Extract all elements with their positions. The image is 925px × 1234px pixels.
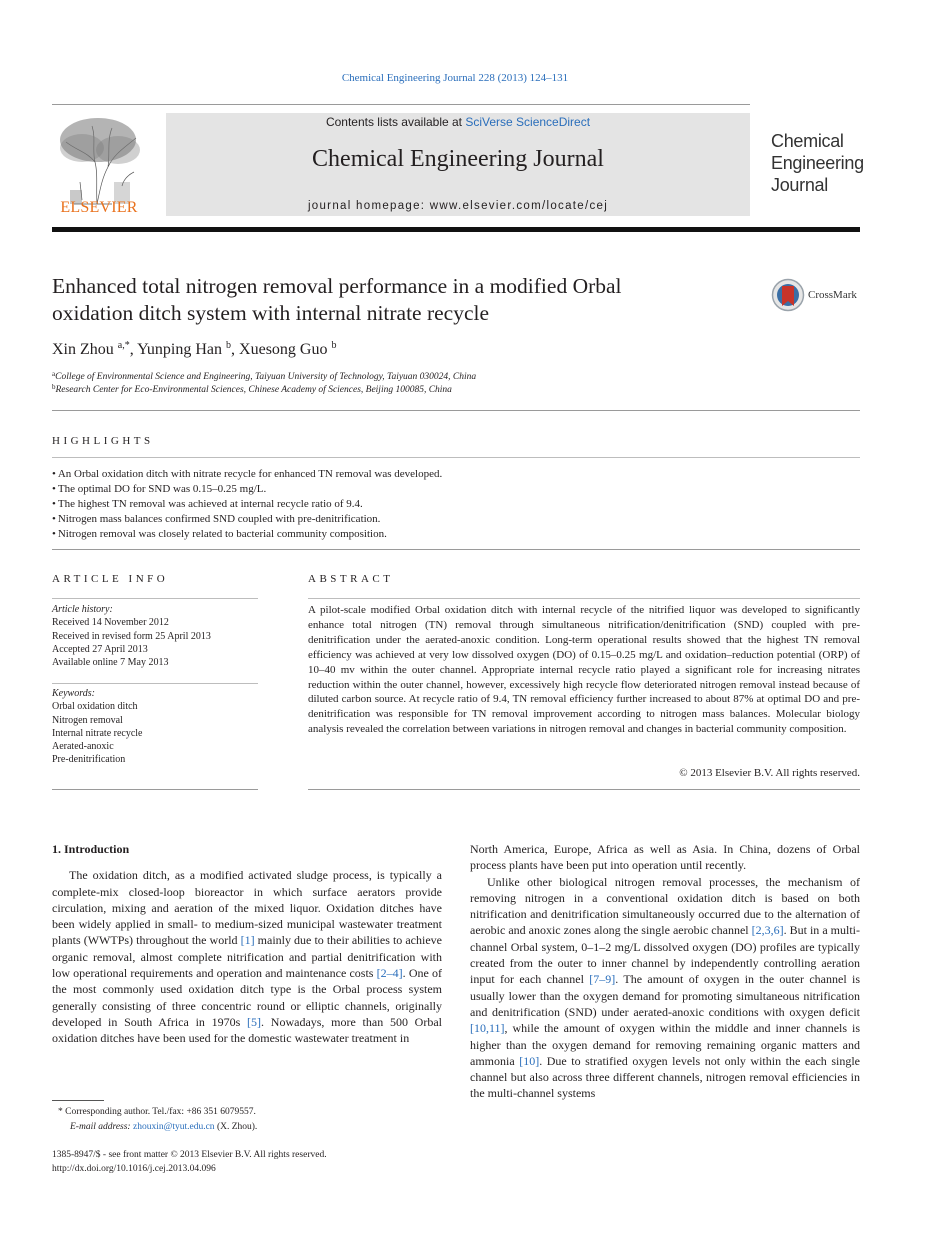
section-rule <box>52 457 860 458</box>
article-title <box>52 273 742 327</box>
corresponding-footnote: * Corresponding author. Tel./fax: +86 351 6079557. <box>58 1107 256 1117</box>
keyword: Orbal oxidation ditch <box>52 701 138 713</box>
crossmark-label[interactable]: CrossMark <box>808 289 857 301</box>
author-name[interactable]: Xuesong Guo <box>239 341 328 358</box>
paragraph-text: . The amount of oxygen in the outer channel is usually lower than the oxygen demand for promoting simultaneous nitrification and denitrification (SND) under aerated-anoxic conditions with oxygen deficit <box>470 972 860 1019</box>
paragraph-text: Unlike other biological nitrogen removal processes, the mechanism of removing nitrogen in a conventional oxidation ditch is based on both nitrification and denitrification simultaneously occurred due to the alternation of aerobic and anoxic zones along the single aerobic channel <box>470 874 860 938</box>
journal-homepage[interactable]: journal homepage: www.elsevier.com/locate/cej <box>307 200 609 212</box>
body-column-right <box>470 841 860 1102</box>
history-item: Available online 7 May 2013 <box>52 657 169 669</box>
reference-link[interactable]: [2–4] <box>376 966 403 981</box>
author-email-link[interactable]: zhouxin@tyut.edu.cn <box>132 1122 215 1132</box>
section-rule <box>52 549 860 550</box>
corresponding-text: Corresponding author. Tel./fax: +86 351 6079557. <box>65 1107 256 1117</box>
keyword: Aerated-anoxic <box>52 741 114 753</box>
highlight-item: • The optimal DO for SND was 0.15–0.25 mg/L. <box>52 482 860 497</box>
cover-logo-line: Journal <box>771 175 828 195</box>
author-affil-mark[interactable]: a,* <box>117 340 130 351</box>
article-history <box>52 603 258 669</box>
journal-cover-logo <box>771 130 864 196</box>
section-rule <box>52 598 258 599</box>
history-label: Article history: <box>52 604 113 615</box>
title-line: Enhanced total nitrogen removal performance in a modified Orbal <box>52 274 622 298</box>
history-item: Received 14 November 2012 <box>52 617 169 629</box>
reference-link[interactable]: [5] <box>247 1014 262 1029</box>
author-affil-mark[interactable]: b <box>331 340 337 351</box>
paragraph-text: . One of the most commonly used oxidation ditch type is the Orbal process system generally consisting of three concentric round or elliptic channels, originally developed in South Africa in 1970s <box>52 966 442 1029</box>
highlight-item: • An Orbal oxidation ditch with nitrate recycle for enhanced TN removal was developed. <box>52 467 860 482</box>
history-item: Accepted 27 April 2013 <box>52 643 148 655</box>
paragraph-text: mainly due to their abilities to achieve organic removal, almost complete nitrification and partial denitrification with low operational requirements and operation and maintenance costs <box>52 933 442 981</box>
contents-line <box>166 115 750 129</box>
masthead-rule <box>52 227 860 232</box>
footnote-rule <box>52 1100 104 1101</box>
keyword: Internal nitrate recycle <box>52 727 143 739</box>
abstract-heading: ABSTRACT <box>308 573 394 585</box>
highlights-heading: HIGHLIGHTS <box>52 435 154 447</box>
body-paragraph <box>470 874 860 1102</box>
keywords-label: Keywords: <box>52 688 95 699</box>
body-paragraph: North America, Europe, Africa as well as Asia. In China, dozens of Orbal process plants have been put into operation until recently. <box>470 842 860 873</box>
paragraph-text: The oxidation ditch, as a modified activated sludge process, is typically a complete-mix closed-loop bioreactor in which surface aerators provide circulation, mixing and aeration of the mixed liquor. Oxidation ditches have been widely applied in small- to medium-sized municipal wastewater treatment plants (WWTPs) throughout the world <box>52 868 442 948</box>
paragraph-text: . Due to stratified oxygen levels not only within the each single channel but also across three different channels, nitrogen removal efficiencies in the multi-channel systems <box>470 1053 861 1101</box>
author-affil-mark[interactable]: b <box>226 340 232 351</box>
journal-title: Chemical Engineering Journal <box>312 146 604 172</box>
cover-logo-line: Chemical <box>771 131 844 151</box>
title-line: oxidation ditch system with internal nitrate recycle <box>52 301 490 325</box>
affiliation-text: College of Environmental Science and Engineering, Taiyuan University of Technology, Taiyuan 030024, China <box>55 372 477 382</box>
body-paragraph <box>52 867 442 1046</box>
sciencedirect-link[interactable]: SciVerse ScienceDirect <box>465 115 591 129</box>
email-footnote <box>70 1122 257 1132</box>
header-rule <box>52 104 750 105</box>
section-rule <box>52 683 258 684</box>
reference-link[interactable]: [10,11] <box>470 1021 505 1036</box>
section-heading: 1. Introduction <box>52 842 130 856</box>
keyword: Pre-denitrification <box>52 754 126 766</box>
paragraph-text: . But in a multi-channel Orbal system, 0–1–2 mg/L dissolved oxygen (DO) profiles are typically created from the outer to inner channel by independently controlling aeration input for each channel <box>470 923 860 987</box>
body-column-left <box>52 841 442 1047</box>
issn-line: 1385-8947/$ - see front matter © 2013 Elsevier B.V. All rights reserved. <box>52 1150 327 1160</box>
abstract-copyright: © 2013 Elsevier B.V. All rights reserved. <box>679 767 860 779</box>
reference-link[interactable]: [7–9] <box>589 972 616 987</box>
abstract-text: A pilot-scale modified Orbal oxidation ditch with internal recycle of the nitrified liquor was developed to significantly enhance total nitrogen (TN) removal through simultaneous nitrification/denitrification (SND) coupled with pre-denitrification under the aerated-anoxic condition. Long-term operational results showed that the highest TN removal efficiency was achieved at very low dissolved oxygen (DO) of 0.15–0.25 mg/L and oxidation–reduction potential (ORP) of 10–40 mv within the outer channel. Appropriate internal recycle ratio played a significant role for increasing nitrates reduction within the outer channel, however, excessively high recycle flow deteriorated nitrogen removal instead because of diluted carbon source. At recycle ratio of 9.4, TN removal efficiency further increased to about 87% at optimal DO and pre-denitrification was responsible for TN removal improvement according to nitrogen mass balances. Molecular biology analysis revealed the correlation between variations in nitrogen removal and changes in bacterial community composition. <box>308 604 860 736</box>
affiliation-mark: b <box>52 383 56 391</box>
contents-prefix: Contents lists available at <box>325 115 466 129</box>
section-rule <box>308 598 860 599</box>
section-rule <box>308 789 860 790</box>
highlight-item: • Nitrogen mass balances confirmed SND coupled with pre-denitrification. <box>52 512 860 527</box>
publisher-logo-text: ELSEVIER <box>60 199 138 216</box>
affiliation <box>52 383 452 395</box>
article-info-heading: ARTICLE INFO <box>52 573 169 585</box>
reference-link[interactable]: [10] <box>519 1053 540 1068</box>
highlight-item: • Nitrogen removal was closely related to bacterial community composition. <box>52 527 860 542</box>
highlight-item: • The highest TN removal was achieved at internal recycle ratio of 9.4. <box>52 497 860 512</box>
reference-link[interactable]: [2,3,6] <box>751 923 784 938</box>
reference-link[interactable]: [1] <box>240 933 255 948</box>
keywords <box>52 687 258 767</box>
paragraph-text: , while the amount of oxygen within the middle and inner channels is higher than the oxygen demand for removing remaining organic matters and ammonia <box>470 1021 860 1068</box>
section-rule <box>52 410 860 411</box>
journal-citation[interactable]: Chemical Engineering Journal 228 (2013) 124–131 <box>341 72 569 84</box>
affiliation <box>52 370 476 382</box>
affiliation-text: Research Center for Eco-Environmental Sciences, Chinese Academy of Sciences, Beijing 100085, China <box>55 385 452 395</box>
journal-masthead <box>166 113 750 216</box>
highlights-list <box>52 467 860 542</box>
email-suffix: (X. Zhou). <box>216 1122 258 1132</box>
section-rule <box>52 789 258 790</box>
doi-link[interactable]: http://dx.doi.org/10.1016/j.cej.2013.04.096 <box>52 1164 216 1174</box>
cover-logo-line: Engineering <box>771 153 864 173</box>
author-name[interactable]: Xin Zhou <box>52 341 114 358</box>
author-list: Xin Zhou $^{a,*}$, Yunping Han $^b$, Xuesong Guo $^b$ <box>52 340 337 358</box>
affiliation-mark: a <box>52 370 56 378</box>
author-name[interactable]: Yunping Han <box>137 341 223 358</box>
paragraph-text: . Nowadays, more than 500 Orbal oxidation ditches have been used for the domestic wastewater treatment in <box>52 1014 443 1046</box>
history-item: Received in revised form 25 April 2013 <box>52 630 211 642</box>
keyword: Nitrogen removal <box>52 714 123 726</box>
email-label: E-mail address: <box>70 1122 131 1132</box>
